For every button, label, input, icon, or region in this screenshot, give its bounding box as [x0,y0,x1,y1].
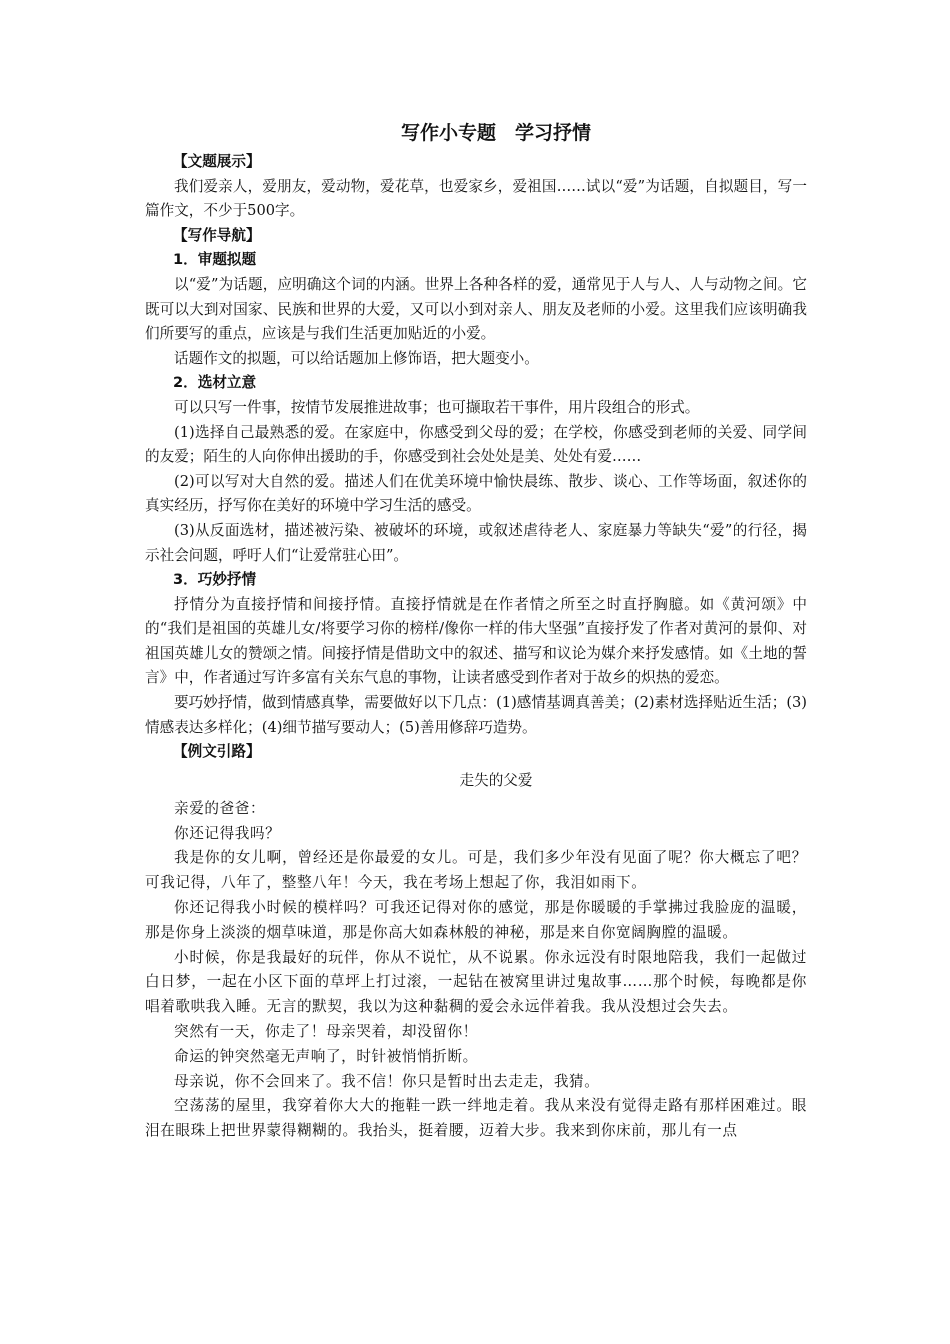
essay-paragraph: 你还记得我小时候的模样吗？可我还记得对你的感觉，那是你暖暖的手掌拂过我脸庞的温暖，那是你身上淡淡的烟草味道，那是你高大如森林般的神秘，那是来自你宽阔胸膛的温暖。 [145,899,807,941]
essay-paragraph: 命运的钟突然毫无声响了，时针被悄悄折断。 [174,1047,478,1065]
paragraph: 以“爱”为话题，应明确这个词的内涵。世界上各种各样的爱，通常见于人与人、人与动物之间。它既可以大到对国家、民族和世界的大爱，又可以小到对亲人、朋友及老师的小爱。这里我们应该明确我们所要写的重点，应该是与我们生活更加贴近的小爱。 [145,275,807,343]
page-title: 写作小专题 学习抒情 [400,122,591,144]
essay-paragraph: 我是你的女儿啊，曾经还是你最爱的女儿。可是，我们多少年没有见面了呢？你大概忘了吧？可我记得，八年了，整整八年！今天，我在考场上想起了你，我泪如雨下。 [145,849,807,892]
paragraph: 话题作文的拟题，可以给话题加上修饰语，把大题变小。 [174,349,539,367]
subheading-2: 2．选材立意 [173,374,257,392]
document-page [145,118,807,1144]
section-heading-topic: 【文题展示】 [173,153,261,170]
subheading-3: 3．巧妙抒情 [173,571,257,589]
paragraph: 可以只写一件事，按情节发展推进故事；也可撷取若干事件，用片段组合的形式。 [174,398,700,416]
subheading-1: 1．审题拟题 [173,251,257,269]
topic-text: 我们爱亲人，爱朋友，爱动物，爱花草，也爱家乡，爱祖国……试以“爱”为话题，自拟题目，写一篇作文，不少于500字。 [145,177,807,220]
section-heading-example: 【例文引路】 [173,743,261,761]
essay-paragraph: 小时候，你是我最好的玩伴，你从不说忙，从不说累。你永远没有时限地陪我，我们一起做过白日梦，一起在小区下面的草坪上打过滚，一起钻在被窝里讲过鬼故事……那个时候，每晚都是你唱着歌哄我入睡。无言的默契，我以为这种黏稠的爱会永远伴着我。我从没想过会失去。 [145,948,807,1016]
paragraph: 抒情分为直接抒情和间接抒情。直接抒情就是在作者情之所至之时直抒胸臆。如《黄河颂》中的“我们是祖国的英雄儿女/将要学习你的榜样/像你一样的伟大坚强”直接抒发了作者对黄河的景仰、对祖国英雄儿女的赞颂之情。间接抒情是借助文中的叙述、描写和议论为媒介来抒发感情。如《土地的誓言》中，作者通过写许多富有关东气息的事物，让读者感受到作者对于故乡的炽热的爱恋。 [145,595,807,687]
essay-paragraph: 突然有一天，你走了！母亲哭着，却没留你！ [174,1023,478,1041]
essay-paragraph: 空荡荡的屋里，我穿着你大大的拖鞋一跌一绊地走着。我从来没有觉得走路有那样困难过。眼泪在眼珠上把世界蒙得糊糊的。我抬头，挺着腰，迈着大步。我来到你床前，那儿有一点 [145,1097,807,1140]
essay-body [145,797,807,1144]
paragraph: (1)选择自己最熟悉的爱。在家庭中，你感受到父母的爱；在学校，你感受到老师的关爱、同学间的友爱；陌生的人向你伸出援助的手，你感受到社会处处是美、处处有爱…… [145,423,807,466]
section-heading-guide: 【写作导航】 [173,226,261,244]
essay-title: 走失的父爱 [459,771,533,789]
paragraph: 要巧妙抒情，做到情感真挚，需要做好以下几点：(1)感情基调真善美；(2)素材选择贴近生活；(3)情感表达多样化；(4)细节描写要动人；(5)善用修辞巧造势。 [145,694,807,736]
essay-paragraph: 你还记得我吗？ [174,824,281,842]
essay-paragraph: 母亲说，你不会回来了。我不信！你只是暂时出去走走，我猜。 [174,1072,600,1090]
paragraph: (2)可以写对大自然的爱。描述人们在优美环境中愉快晨练、散步、谈心、工作等场面，叙述你的真实经历，抒写你在美好的环境中学习生活的感受。 [145,472,807,515]
essay-paragraph: 亲爱的爸爸： [174,799,266,817]
paragraph: (3)从反面选材，描述被污染、被破坏的环境，或叙述虐待老人、家庭暴力等缺失“爱”的行径，揭示社会问题，呼吁人们“让爱常驻心田”。 [145,521,807,564]
